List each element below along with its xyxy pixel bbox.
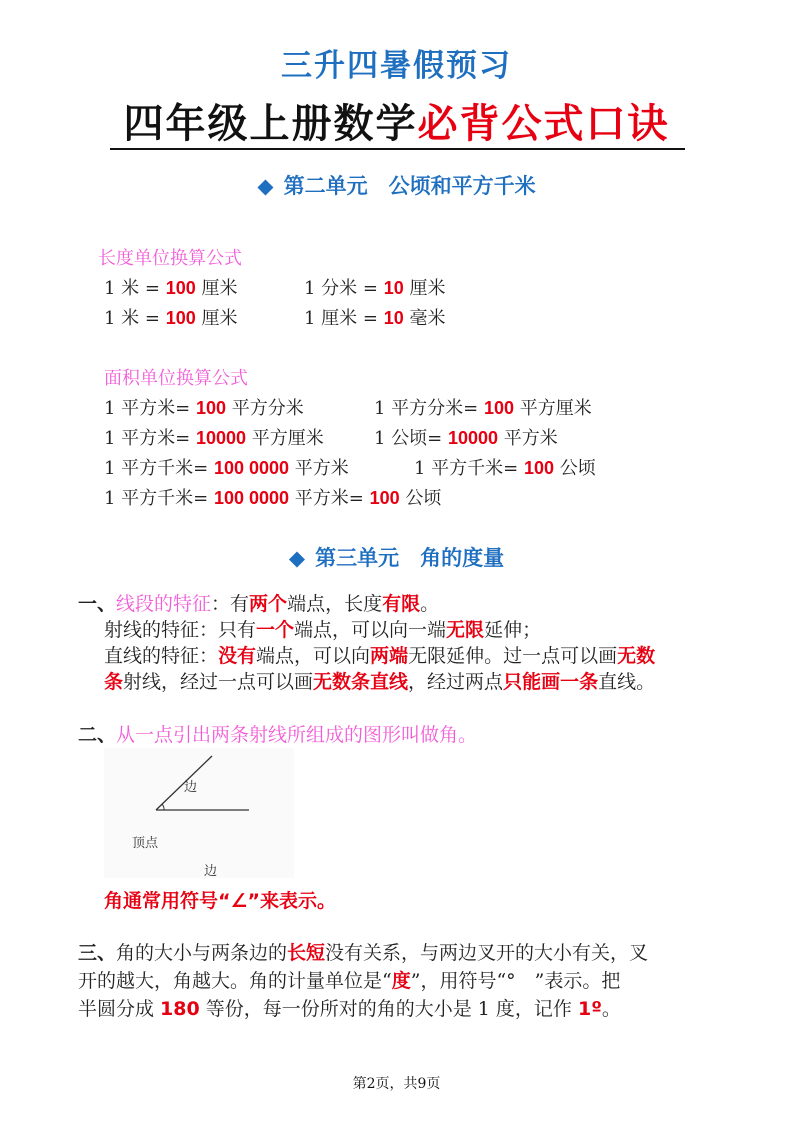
area-row-3a: 1 平方千米= 100 0000 平方米 <box>104 458 349 479</box>
label-side-2: 边 <box>204 864 218 879</box>
area-row-2a: 1 平方米= 10000 平方厘米 <box>104 428 324 449</box>
length-row-2a: 1 米 = 100 厘米 <box>104 308 238 329</box>
diamond-icon: ◆ <box>257 173 274 198</box>
section1-line3: 直线的特征：没有端点，可以向两端无限延伸。过一点可以画无数 <box>104 645 656 667</box>
area-row-4: 1 平方千米= 100 0000 平方米= 100 公顷 <box>104 488 442 509</box>
length-row-1a: 1 米 = 100 厘米 <box>104 278 238 299</box>
angle-arc <box>162 804 164 810</box>
angle-figure <box>104 748 294 878</box>
angle-symbol-note: 角通常用符号“∠”来表示。 <box>104 890 337 912</box>
section1-line4: 条射线，经过一点可以画无数条直线，经过两点只能画一条直线。 <box>104 671 656 693</box>
unit3-heading <box>0 542 793 572</box>
page-title <box>0 92 793 149</box>
area-row-3b: 1 平方千米= 100 公顷 <box>414 458 596 479</box>
title-black: 四年级上册数学 <box>123 100 418 147</box>
diamond-icon: ◆ <box>288 545 306 570</box>
section2-line1: 二、从一点引出两条射线所组成的图形叫做角。 <box>78 724 478 746</box>
length-row-1b: 1 分米 = 10 厘米 <box>304 278 446 299</box>
length-formula-title: 长度单位换算公式 <box>98 248 242 269</box>
unit2-heading <box>0 170 793 200</box>
page-subtitle: 三升四暑假预习 <box>281 48 512 84</box>
page-number: 第2页，共9页 <box>352 1076 441 1092</box>
area-formula-title: 面积单位换算公式 <box>104 368 248 389</box>
section1-line2: 射线的特征：只有一个端点，可以向一端无限延伸； <box>104 619 542 641</box>
unit2-heading-text: 第二单元 公顷和平方千米 <box>283 173 536 198</box>
section3-line3: 半圆分成 180 等份，每一份所对的角的大小是 1 度，记作 1º。 <box>78 998 621 1020</box>
length-row-2b: 1 厘米 = 10 毫米 <box>304 308 446 329</box>
section3-line2: 开的越大，角越大。角的计量单位是“度”，用符号“° ”表示。把 <box>78 970 621 992</box>
label-side-1: 边 <box>184 780 198 795</box>
title-red: 必背公式口诀 <box>417 100 670 147</box>
unit3-heading-text: 第三单元 角的度量 <box>315 545 505 570</box>
area-row-2b: 1 公顷= 10000 平方米 <box>374 428 558 449</box>
area-row-1b: 1 平方分米= 100 平方厘米 <box>374 398 592 419</box>
angle-diagram <box>104 748 294 878</box>
title-divider <box>110 148 685 150</box>
area-row-1a: 1 平方米= 100 平方分米 <box>104 398 304 419</box>
label-vertex: 顶点 <box>132 836 159 851</box>
section1-line1: 一、线段的特征：有两个端点，长度有限。 <box>78 593 440 615</box>
section3-line1: 三、角的大小与两条边的长短没有关系，与两边叉开的大小有关，叉 <box>78 942 649 964</box>
